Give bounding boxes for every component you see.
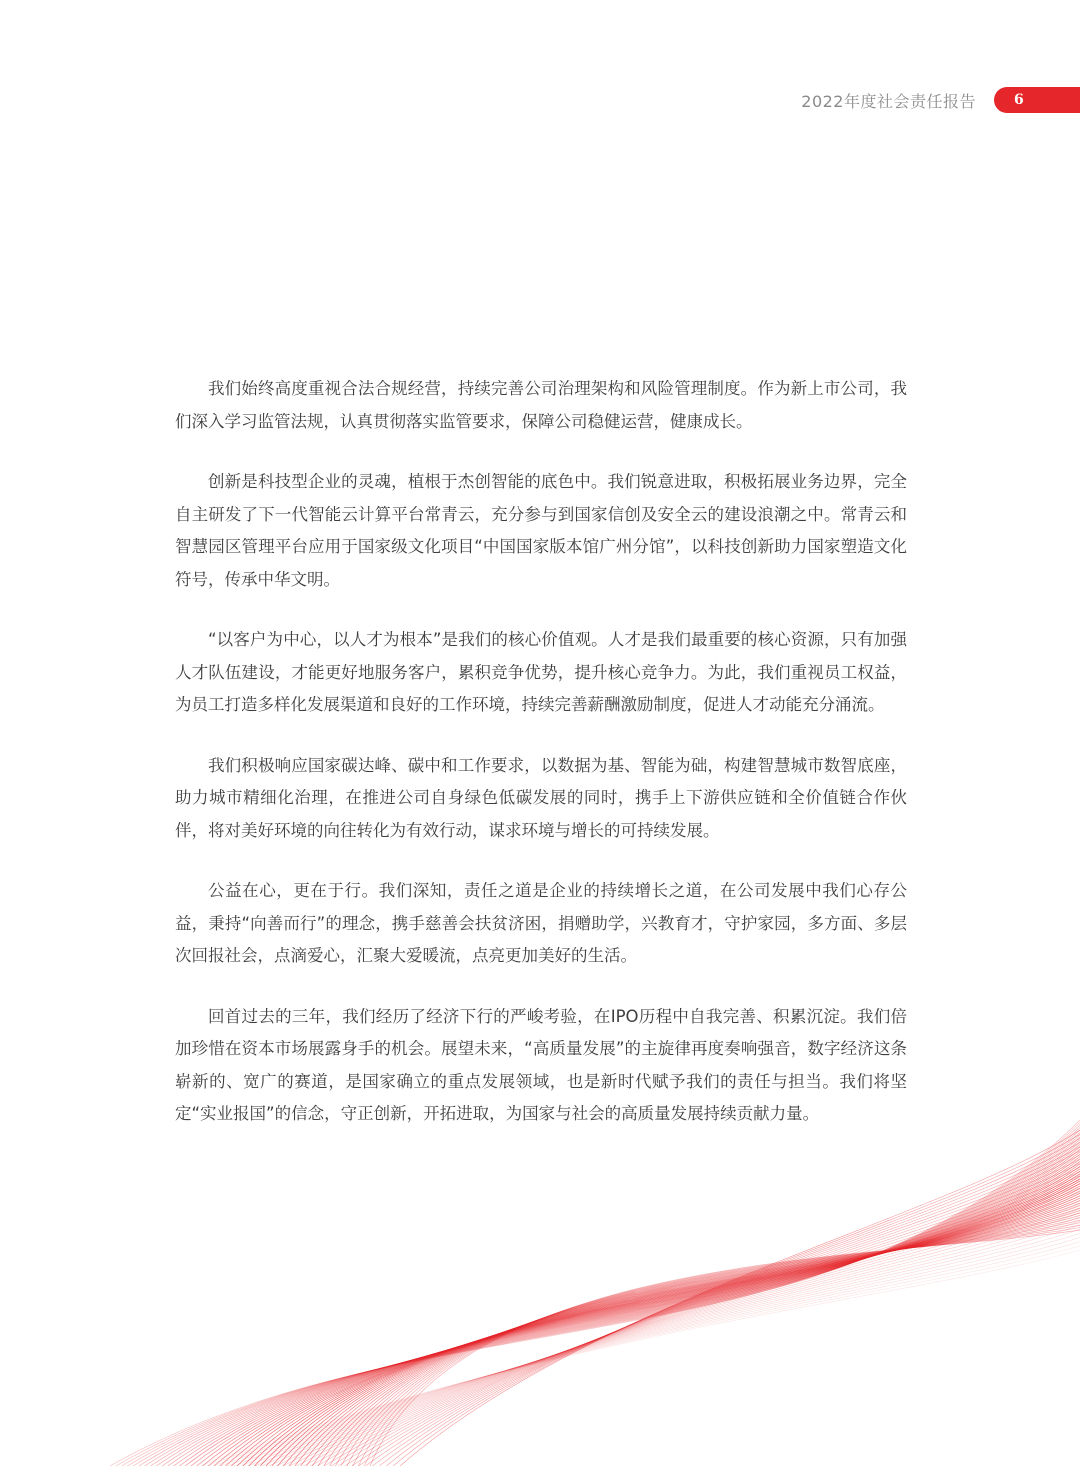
paragraph-environment: 我们积极响应国家碳达峰、碳中和工作要求，以数据为基、智能为础，构建智慧城市数智底座，助力城市精细化治理，在推进公司自身绿色低碳发展的同时，携手上下游供应链和全价值链合作伙伴，将对美好环境的向往转化为有效行动，谋求环境与增长的可持续发展。 xyxy=(175,755,907,840)
wave-line xyxy=(393,1134,1080,1466)
wave-line xyxy=(331,1171,1080,1466)
wave-line xyxy=(386,1138,1080,1466)
wave-line xyxy=(318,1208,1080,1466)
paragraph-innovation: 创新是科技型企业的灵魂，植根于杰创智能的底色中。我们锐意进取，积极拓展业务边界，完全自主研发了下一代智能云计算平台常青云，充分参与到国家信创及安全云的建设浪潮之中。常青云和智慧园区管理平台应用于国家级文化项目“中国国家版本馆广州分馆”，以科技创新助力国家塑造文化符号，传承中华文明。 xyxy=(175,472,907,589)
wave-line xyxy=(345,1163,1080,1466)
wave-line xyxy=(116,1122,1080,1466)
wave-line xyxy=(168,1144,1080,1466)
wave-line xyxy=(310,1184,1080,1466)
wave-line xyxy=(358,1225,1080,1466)
wave-line xyxy=(231,1171,1080,1466)
wave-line xyxy=(324,1176,1080,1466)
wave-line xyxy=(276,1204,1080,1466)
wave-line xyxy=(237,1174,1080,1466)
wave-line xyxy=(260,1184,1080,1466)
wave-line xyxy=(110,1120,1080,1466)
wave-line xyxy=(366,1151,1080,1466)
wave-line xyxy=(301,1201,1080,1466)
wave-line xyxy=(254,1181,1080,1466)
wave-line xyxy=(400,1130,1080,1466)
wave-line xyxy=(352,1159,1080,1466)
wave-line xyxy=(295,1198,1080,1466)
paragraph-talent: “以客户为中心，以人才为根本”是我们的核心价值观。人才是我们最重要的核心资源，只有加强人才队伍建设，才能更好地服务客户，累积竞争优势，提升核心竞争力。为此，我们重视员工权益，为员工打造多样化发展渠道和良好的工作环境，持续完善薪酬激励制度，促进人才动能充分涌流。 xyxy=(175,630,907,714)
report-title: 2022年度社会责任报告 xyxy=(801,91,976,111)
wave-line xyxy=(249,1179,1080,1466)
page-number-badge xyxy=(994,87,1080,113)
wave-line xyxy=(266,1186,1080,1466)
wave-line xyxy=(297,1192,1080,1466)
wave-line xyxy=(191,1154,1080,1466)
wave-line xyxy=(272,1188,1080,1466)
wave-line xyxy=(162,1142,1080,1466)
wave-line xyxy=(283,1193,1080,1466)
wave-line xyxy=(353,1223,1080,1466)
wave-line xyxy=(330,1213,1080,1466)
wave-line xyxy=(290,1196,1080,1466)
page-number: 6 xyxy=(1014,92,1024,108)
wave-line xyxy=(220,1166,1080,1466)
paragraph-outlook: 回首过去的三年，我们经历了经济下行的严峻考验，在IPO历程中自我完善、积累沉淀。我们倍加珍惜在资本市场展露身手的机会。展望未来，“高质量发展”的主旋律再度奏响强音，数字经济这条崭新的、宽广的赛道，是国家确立的重点发展领域，也是新时代赋予我们的责任与担当。我们将坚定“实业报国”的信念，守正创新，开拓进取，为国家与社会的高质量发展持续贡献力量。 xyxy=(175,1006,907,1123)
wave-line xyxy=(221,1238,1080,1466)
wave-line xyxy=(202,1159,1080,1466)
wave-line xyxy=(338,1167,1080,1466)
wave-line xyxy=(303,1188,1080,1466)
wave-line xyxy=(208,1162,1080,1466)
wave-line xyxy=(372,1147,1080,1466)
wave-line xyxy=(364,1228,1080,1466)
wave-line xyxy=(278,1191,1080,1466)
wave-line xyxy=(174,1147,1080,1466)
wave-line xyxy=(317,1180,1080,1466)
wave-line xyxy=(200,1250,1080,1466)
wave-line xyxy=(150,1137,1080,1466)
wave-line xyxy=(133,1130,1080,1466)
wave-line xyxy=(370,1230,1080,1466)
paragraph-compliance: 我们始终高度重视合法合规经营，持续完善公司治理架构和风险管理制度。作为新上市公司，我们深入学习监管法规，认真贯彻落实监管要求，保障公司稳健运营，健康成长。 xyxy=(175,379,907,431)
wave-line xyxy=(139,1132,1080,1466)
wave-line xyxy=(379,1142,1080,1466)
wave-line xyxy=(262,1213,1080,1466)
wave-line xyxy=(324,1210,1080,1466)
wave-line xyxy=(127,1127,1080,1466)
wave-line xyxy=(197,1157,1080,1466)
page-header xyxy=(801,86,1080,114)
wave-line xyxy=(207,1246,1080,1466)
wave-line xyxy=(269,1209,1080,1466)
wave-line xyxy=(214,1242,1080,1466)
wave-line xyxy=(289,1196,1080,1466)
wave-line xyxy=(255,1217,1080,1466)
wave-line xyxy=(248,1221,1080,1466)
wave-line xyxy=(156,1140,1080,1466)
wave-line xyxy=(347,1220,1080,1466)
wave-line xyxy=(243,1176,1080,1466)
paragraph-public-welfare: 公益在心，更在于行。我们深知，责任之道是企业的持续增长之道，在公司发展中我们心存公益，秉持“向善而行”的理念，携手慈善会扶贫济困，捐赠助学，兴教育才，守护家园，多方面、多层次回报社会，点滴爱心，汇聚大爱暖流，点亮更加美好的生活。 xyxy=(175,881,907,965)
wave-line xyxy=(179,1149,1080,1466)
wave-line xyxy=(145,1135,1080,1466)
wave-line xyxy=(335,1215,1080,1466)
wave-line xyxy=(312,1206,1080,1466)
wave-line xyxy=(214,1164,1080,1466)
wave-line xyxy=(306,1203,1080,1466)
body-text xyxy=(175,373,907,1159)
wave-line xyxy=(241,1225,1080,1466)
wave-line xyxy=(341,1218,1080,1466)
wave-line xyxy=(234,1229,1080,1466)
wave-line xyxy=(185,1152,1080,1466)
wave-line xyxy=(228,1233,1080,1466)
wave-line xyxy=(359,1155,1080,1466)
wave-line xyxy=(122,1125,1080,1466)
wave-line xyxy=(283,1200,1080,1466)
wave-line xyxy=(226,1169,1080,1466)
